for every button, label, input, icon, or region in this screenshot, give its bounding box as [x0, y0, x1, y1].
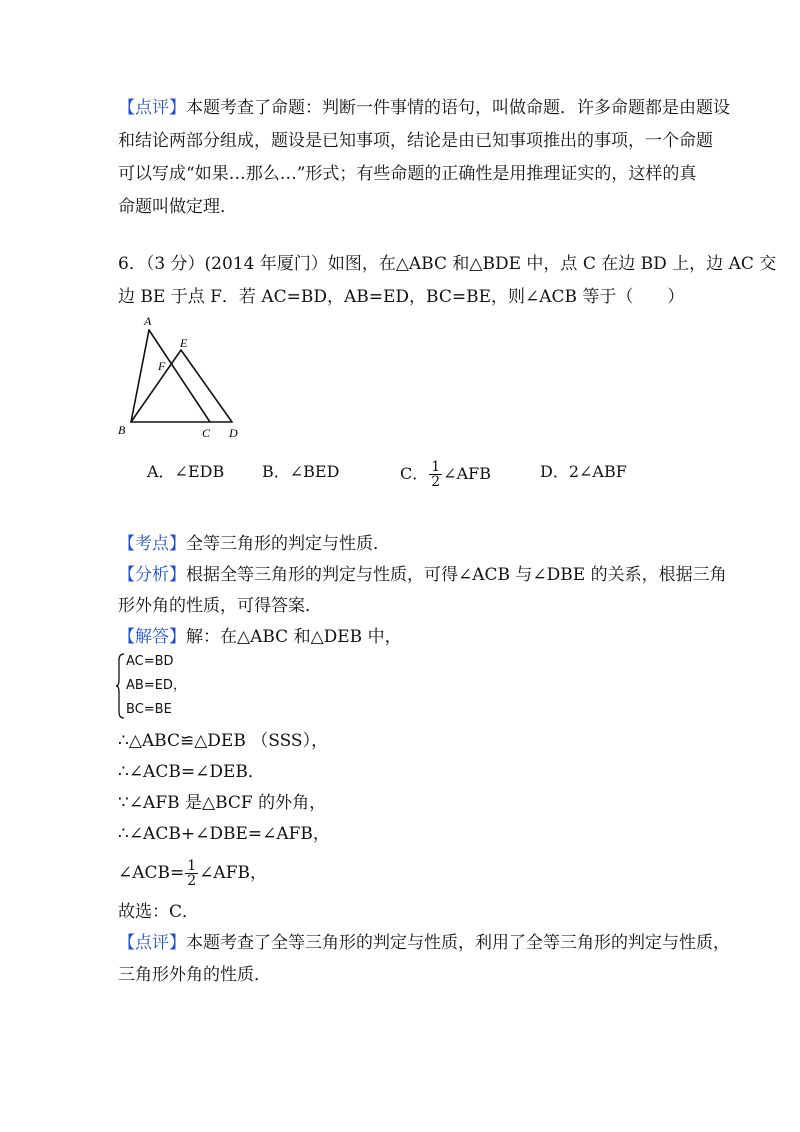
- option-d: D．2∠ABF: [540, 462, 627, 481]
- option-c-fraction: [429, 460, 442, 489]
- question-line-2: 边 BE 于点 F．若 AC=BD，AB=ED，BC=BE，则∠ACB 等于（ ）: [118, 287, 685, 307]
- system-comma: ，: [172, 678, 186, 693]
- review1-line-1: [118, 96, 730, 120]
- triangle-figure: [112, 312, 252, 442]
- half-fraction: [185, 859, 198, 888]
- step-1: ∴△ABC≌△DEB （SSS），: [118, 731, 329, 751]
- review2-line-1: [118, 931, 730, 955]
- kaodian-text: 全等三角形的判定与性质．: [186, 534, 390, 554]
- jieda-line: [118, 625, 402, 649]
- step-half: [118, 859, 267, 888]
- segment-ed: [181, 350, 232, 422]
- review-tag: 【点评】: [118, 98, 186, 118]
- half-suffix: ∠AFB，: [199, 863, 267, 883]
- equation-system: [116, 652, 206, 720]
- system-row-3: BC=BE: [126, 702, 172, 717]
- step-4: ∴∠ACB+∠DBE=∠AFB，: [118, 824, 330, 844]
- kaodian-tag: 【考点】: [118, 534, 186, 554]
- answer-line: 故选：C．: [118, 902, 200, 922]
- review1-line-4: 命题叫做定理．: [118, 197, 237, 217]
- option-c-denominator: 2: [431, 474, 441, 490]
- jieda-intro: 解：在△ABC 和△DEB 中，: [186, 627, 402, 647]
- option-c-prefix: C．: [400, 464, 429, 483]
- system-row-1: AC=BD: [126, 654, 174, 669]
- half-numerator: 1: [187, 858, 197, 874]
- review2-text-1: 本题考查了全等三角形的判定与性质，利用了全等三角形的判定与性质，: [186, 933, 730, 953]
- jieda-tag: 【解答】: [118, 627, 186, 647]
- review2-tag: 【点评】: [118, 933, 186, 953]
- option-a: A．∠EDB: [147, 462, 225, 481]
- fenxi-line-2: 形外角的性质，可得答案．: [118, 596, 322, 616]
- label-d: D: [229, 426, 238, 440]
- review1-line-2: 和结论两部分组成，题设是已知事项，结论是由已知事项推出的事项，一个命题: [118, 131, 713, 151]
- review2-line-2: 三角形外角的性质．: [118, 965, 271, 985]
- option-c-suffix: ∠AFB: [443, 464, 491, 483]
- option-c-numerator: 1: [431, 459, 441, 475]
- label-a: A: [144, 314, 152, 328]
- kaodian-line: [118, 532, 390, 556]
- system-row-2-text: AB=ED: [126, 678, 173, 693]
- fenxi-tag: 【分析】: [118, 565, 186, 585]
- fenxi-line-1: [118, 563, 727, 587]
- label-e: E: [180, 336, 188, 350]
- fenxi-text-1: 根据全等三角形的判定与性质，可得∠ACB 与∠DBE 的关系，根据三角: [186, 565, 727, 585]
- option-c: [400, 460, 491, 489]
- step-2: ∴∠ACB=∠DEB．: [118, 762, 265, 782]
- half-prefix: ∠ACB=: [118, 863, 185, 883]
- system-row-2: [126, 678, 186, 694]
- step-3: ∵∠AFB 是△BCF 的外角，: [118, 793, 327, 813]
- half-denominator: 2: [187, 873, 197, 889]
- option-b: B．∠BED: [262, 462, 340, 481]
- label-f: F: [158, 359, 166, 373]
- review1-line-3: 可以写成“如果…那么…”形式；有些命题的正确性是用推理证实的，这样的真: [118, 164, 697, 184]
- label-b: B: [118, 423, 126, 437]
- review1-text-1: 本题考查了命题：判断一件事情的语句，叫做命题．许多命题都是由题设: [186, 98, 730, 118]
- triangle-diagram: [112, 312, 252, 442]
- label-c: C: [202, 426, 211, 440]
- left-brace-icon: [116, 652, 126, 720]
- question-line-1: 6．（3 分）(2014 年厦门）如图，在△ABC 和△BDE 中，点 C 在边 BD 上，边 AC 交: [118, 254, 777, 274]
